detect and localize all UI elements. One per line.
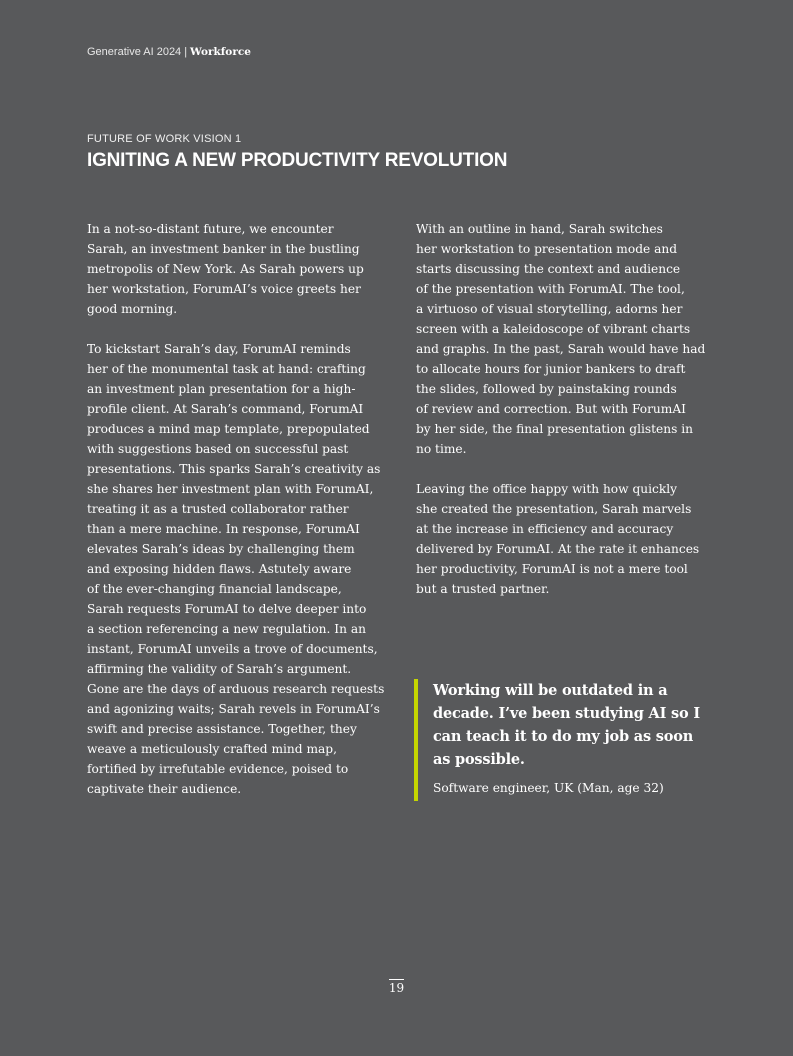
- right-paragraph-1: With an outline in hand, Sarah switches her workstation to presentation mode and starts discussing the context and audience of the presentation with ForumAI. The tool, a virtuoso of visual storytelling, adorns her screen with a kaleidoscope of vibrant charts and graphs. In the past, Sarah would have had to allocate hours for junior bankers to draft the slides, followed by painstaking rounds of review and correction. But with ForumAI by her side, the final presentation glistens in no time.: [416, 222, 706, 456]
- page-number-container: [0, 979, 793, 997]
- pull-quote: [414, 679, 714, 801]
- pull-quote-attribution: Software engineer, UK (Man, age 32): [433, 781, 664, 795]
- left-column: [87, 219, 387, 819]
- section-kicker: FUTURE OF WORK VISION 1: [87, 133, 242, 145]
- page-number: 19: [388, 981, 405, 995]
- left-paragraph-2: To kickstart Sarah’s day, ForumAI reminds her of the monumental task at hand: crafting an investment plan presentation for a high- profile client. At Sarah’s command, ForumAI produces a mind map template, prepopulated with suggestions based on successful past presentations. This sparks Sarah’s creativity as she shares her investment plan with ForumAI, treating it as a trusted collaborator rather than a mere machine. In response, ForumAI elevates Sarah’s ideas by challenging them and exposing hidden flaws. Astutely aware of the ever-changing financial landscape, Sarah requests ForumAI to delve deeper into a section referencing a new regulation. In an instant, ForumAI unveils a trove of documents, affirming the validity of Sarah’s argument. Gone are the days of arduous research requests and agonizing waits; Sarah revels in ForumAI’s swift and precise assistance. Together, they weave a meticulously crafted mind map, fortified by irrefutable evidence, poised to captivate their audience.: [87, 342, 385, 796]
- header-separator: |: [184, 46, 188, 58]
- section-name: Workforce: [190, 46, 251, 58]
- right-paragraph-2: Leaving the office happy with how quickly she created the presentation, Sarah marvels at the increase in efficiency and accuracy delivered by ForumAI. At the rate it enhances her productivity, ForumAI is not a mere tool but a trusted partner.: [416, 482, 700, 596]
- running-header: [87, 46, 251, 58]
- report-title: Generative AI 2024: [87, 46, 182, 58]
- pull-quote-text: Working will be outdated in a decade. I’ve been studying AI so I can teach it to do my job as soon as possible.: [433, 682, 700, 768]
- right-column: [416, 219, 716, 619]
- left-paragraph-1: In a not-so-distant future, we encounter Sarah, an investment banker in the bustling metropolis of New York. As Sarah powers up her workstation, ForumAI’s voice greets her good morning.: [87, 222, 364, 316]
- page-title: IGNITING A NEW PRODUCTIVITY REVOLUTION: [87, 150, 508, 171]
